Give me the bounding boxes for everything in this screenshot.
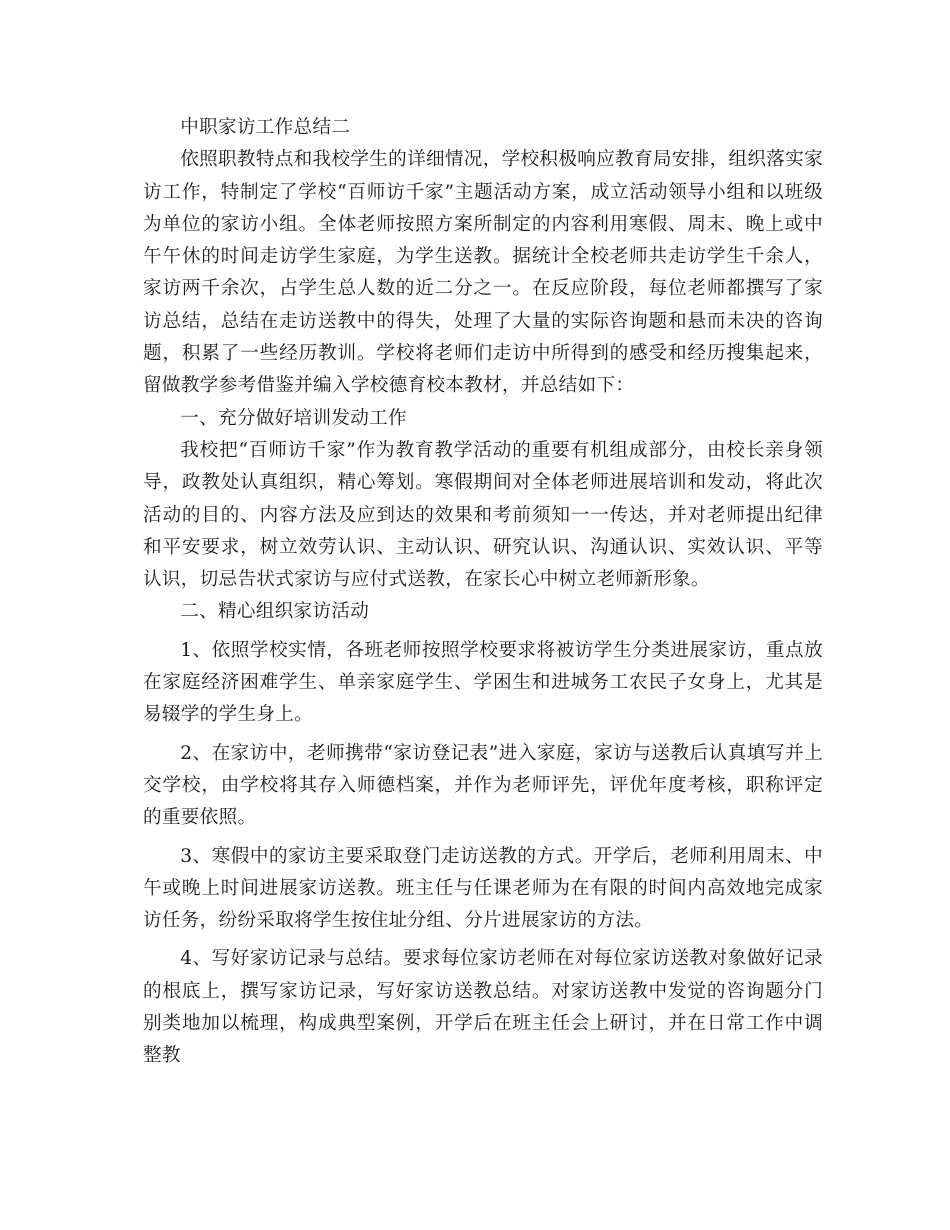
document-title: 中职家访工作总结二 (180, 117, 351, 138)
list-item-1: 1、依照学校实情，各班老师按照学校要求将被访学生分类进展家访，重点放在家庭经济困难学生、单亲家庭学生、学困生和进城务工农民子女身上，尤其是易辍学的学生身上。 (143, 639, 823, 726)
list-item-2: 2、在家访中，老师携带“家访登记表”进入家庭，家访与送教后认真填写并上交学校，由学校将其存入师德档案，并作为老师评先，评优年度考核，职称评定的重要依照。 (143, 742, 823, 829)
section-heading-2: 二、精心组织家访活动 (180, 601, 370, 623)
list-item-3: 3、寒假中的家访主要采取登门走访送教的方式。开学后，老师利用周末、中午或晚上时间进展家访送教。班主任与任课老师为在有限的时间内高效地完成家访任务，纷纷采取将学生按住址分组、分片进展家访的方法。 (143, 845, 823, 932)
list-item-4: 4、写好家访记录与总结。要求每位家访老师在对每位家访送教对象做好记录的根底上，撰写家访记录，写好家访送教总结。对家访送教中发觉的咨询题分门别类地加以梳理，构成典型案例，开学后在班主任会上研讨，并在日常工作中调整教 (143, 948, 823, 1067)
paragraph-intro: 依照职教特点和我校学生的详细情况，学校积极响应教育局安排，组织落实家访工作，特制定了学校“百师访千家”主题活动方案，成立活动领导小组和以班级为单位的家访小组。全体老师按照方案所制定的内容利用寒假、周末、晚上或中午午休的时间走访学生家庭，为学生送教。据统计全校老师共走访学生千余人，家访两千余次，占学生总人数的近二分之一。在反应阶段，每位老师都撰写了家访总结，总结在走访送教中的得失，处理了大量的实际咨询题和悬而未决的咨询题，积累了一些经历教训。学校将老师们走访中所得到的感受和经历搜集起来，留做教学参考借鉴并编入学校德育校本教材，并总结如下： (143, 149, 823, 397)
paragraph-training: 我校把“百师访千家”作为教育教学活动的重要有机组成部分，由校长亲身领导，政教处认真组织，精心筹划。寒假期间对全体老师进展培训和发动，将此次活动的目的、内容方法及应到达的效果和考前须知一一传达，并对老师提出纪律和平安要求，树立效劳认识、主动认识、研究认识、沟通认识、实效认识、平等认识，切忌告状式家访与应付式送教，在家长心中树立老师新形象。 (143, 439, 823, 591)
document-body (143, 112, 823, 1073)
section-heading-1: 一、充分做好培训发动工作 (180, 407, 407, 429)
